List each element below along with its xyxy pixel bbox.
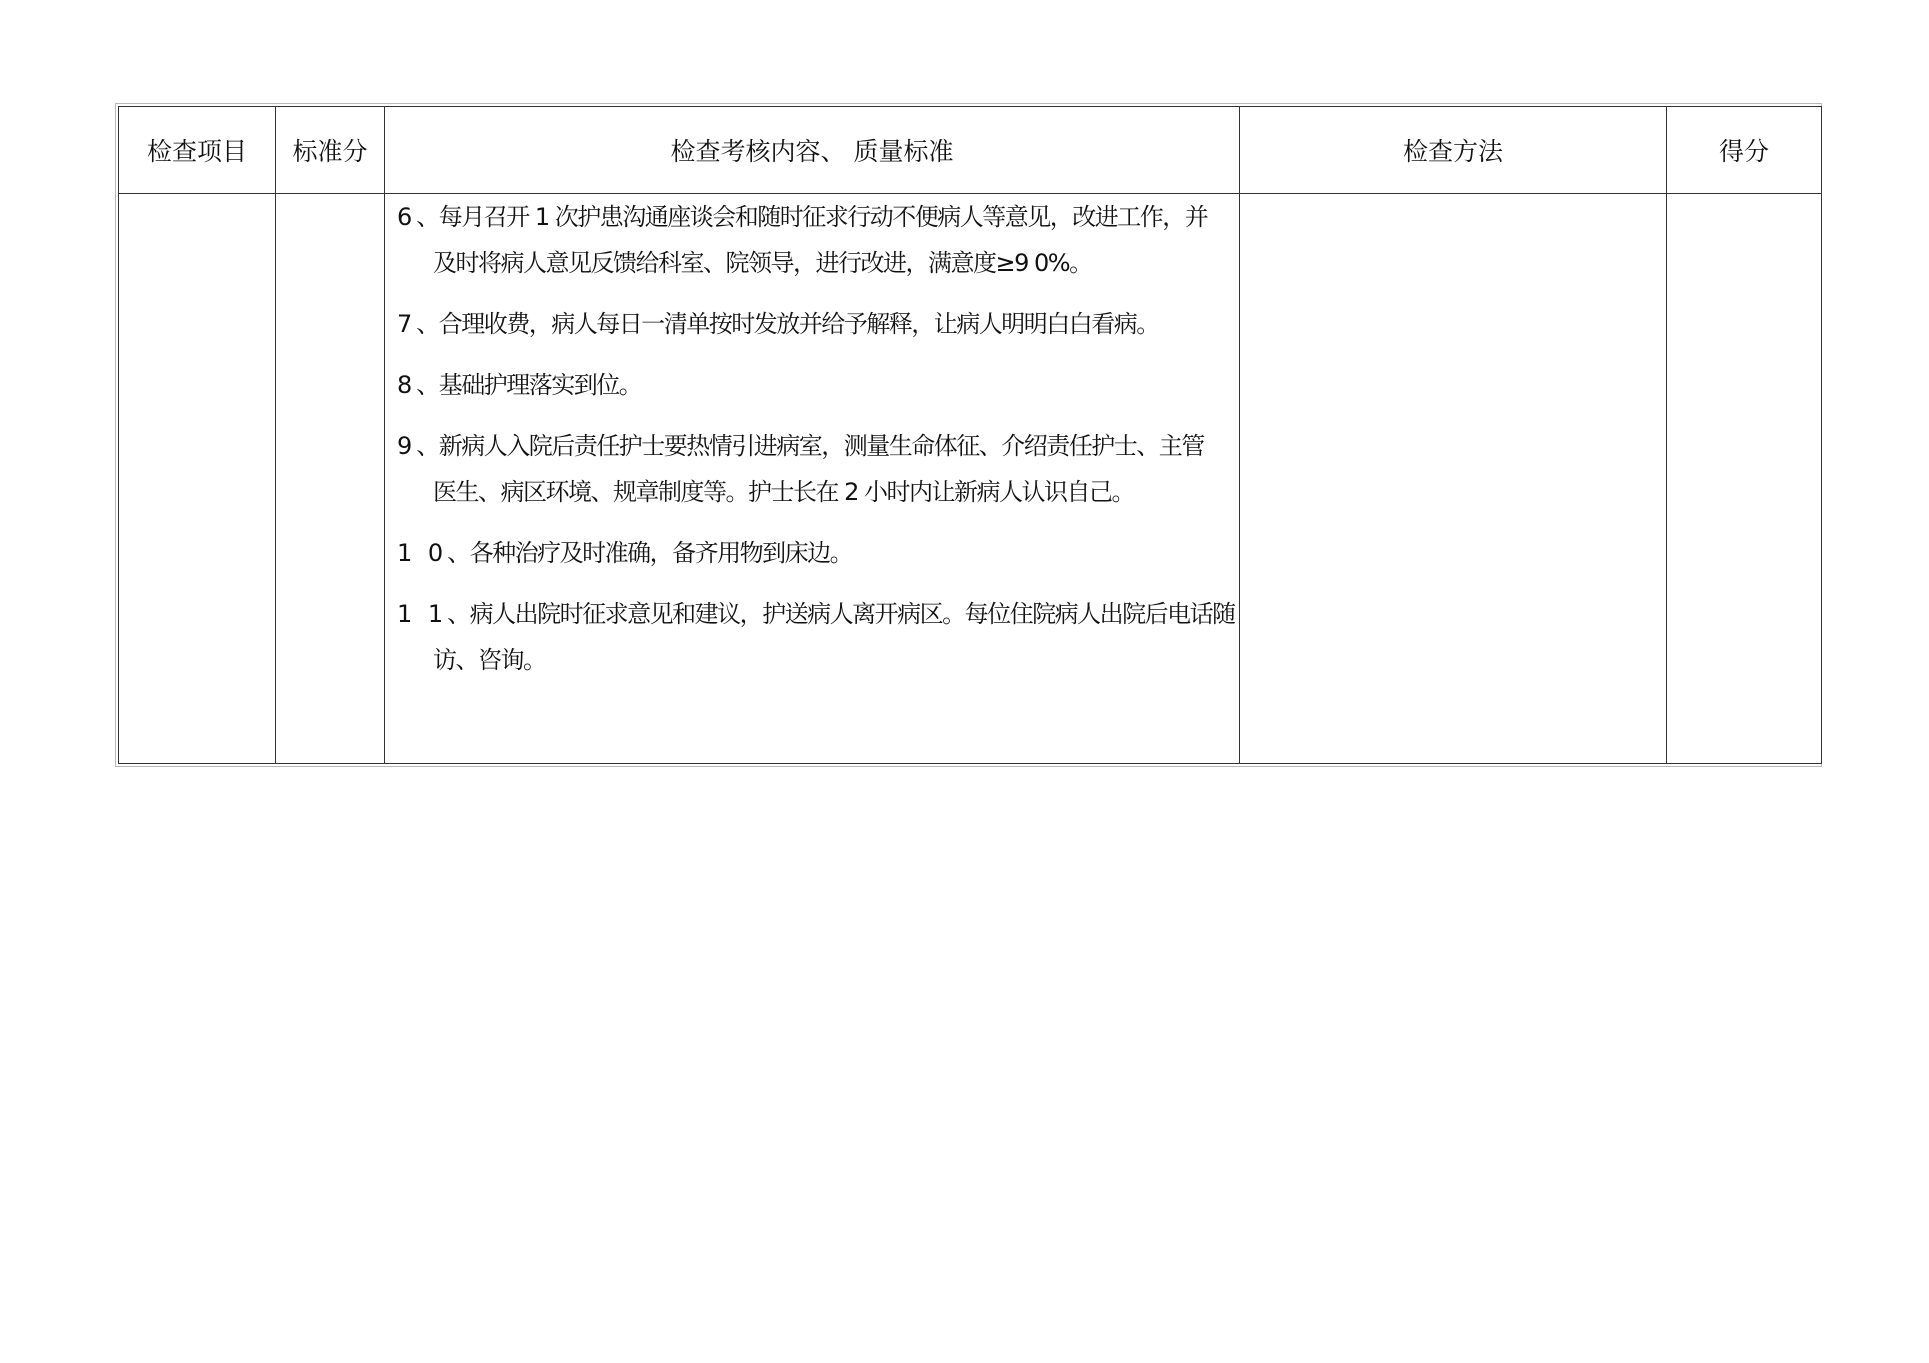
item-number: 1 1 <box>397 600 448 628</box>
item-text-line1: 、基础护理落实到位。 <box>416 371 642 399</box>
table-frame <box>115 103 1822 767</box>
item-number: 7 <box>397 310 417 338</box>
item-text-line2: 医生、病区环境、规章制度等。护士长在 2 小时内让新病人认识自己。 <box>433 478 1135 506</box>
list-item <box>397 362 1239 408</box>
score-cell <box>1667 194 1822 764</box>
table-header-row <box>119 107 1822 194</box>
item-number: 1 0 <box>397 539 448 567</box>
table-row <box>119 194 1822 764</box>
item-text-line2: 访、咨询。 <box>433 646 546 674</box>
item-number: 6 <box>397 203 417 231</box>
list-item <box>397 194 1239 286</box>
item-text-line1: 、合理收费，病人每日一清单按时发放并给予解释，让病人明明白白看病。 <box>416 310 1159 338</box>
item-text-line1: 、病人出院时征求意见和建议，护送病人离开病区。每位住院病人出院后电话随 <box>447 600 1235 628</box>
list-item <box>397 591 1239 683</box>
item-text-line1: 、各种治疗及时准确，备齐用物到床边。 <box>447 539 853 567</box>
content-cell <box>385 194 1240 764</box>
header-item: 检查项目 <box>119 107 276 194</box>
header-score-standard: 标准分 <box>276 107 385 194</box>
content-list <box>397 194 1239 683</box>
item-cell <box>119 194 276 764</box>
list-item <box>397 301 1239 347</box>
list-item <box>397 530 1239 576</box>
method-cell <box>1240 194 1667 764</box>
item-text-line1: 、新病人入院后责任护士要热情引进病室，测量生命体征、介绍责任护士、主管 <box>416 432 1204 460</box>
header-content: 检查考核内容、 质量标准 <box>385 107 1240 194</box>
item-text-line2: 及时将病人意见反馈给科室、院领导，进行改进，满意度≥9 0%。 <box>433 249 1092 277</box>
item-text-line1: 、每月召开 1 次护患沟通座谈会和随时征求行动不便病人等意见，改进工作，并 <box>416 203 1208 231</box>
header-method: 检查方法 <box>1240 107 1667 194</box>
item-number: 8 <box>397 371 417 399</box>
header-score: 得分 <box>1667 107 1822 194</box>
list-item <box>397 423 1239 515</box>
inspection-table <box>118 106 1822 764</box>
score-standard-cell <box>276 194 385 764</box>
item-number: 9 <box>397 432 417 460</box>
